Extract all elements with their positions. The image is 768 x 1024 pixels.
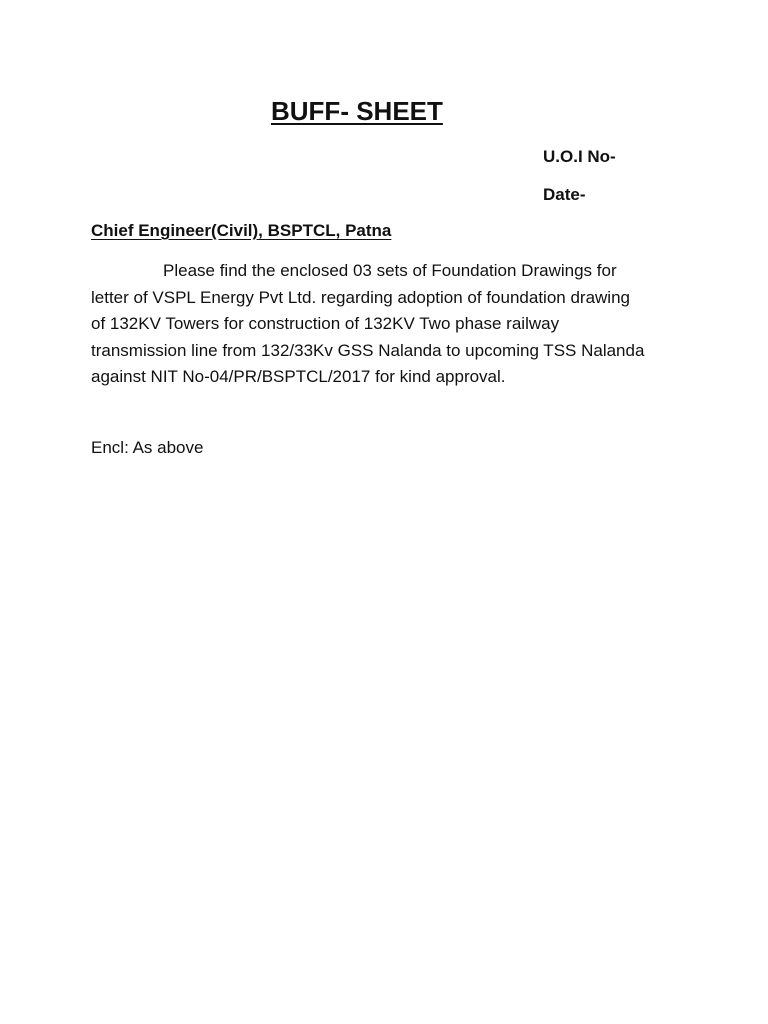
body-line-3: of 132KV Towers for construction of 132KV Two phase railway	[91, 314, 560, 333]
document-title: BUFF- SHEET	[271, 96, 443, 126]
body-line-1: Please find the enclosed 03 sets of Foundation Drawings for	[163, 261, 617, 280]
body-line-5: against NIT No-04/PR/BSPTCL/2017 for kind approval.	[91, 367, 506, 386]
body-line-4: transmission line from 132/33Kv GSS Nalanda to upcoming TSS Nalanda	[91, 340, 645, 360]
body-paragraph	[91, 258, 691, 391]
enclosure-note: Encl: As above	[91, 438, 204, 457]
date-label: Date-	[543, 185, 586, 204]
addressee: Chief Engineer(Civil), BSPTCL, Patna	[91, 221, 392, 240]
body-line-2: letter of VSPL Energy Pvt Ltd. regarding adoption of foundation drawing	[91, 287, 630, 307]
uoi-number-label: U.O.I No-	[543, 147, 616, 166]
